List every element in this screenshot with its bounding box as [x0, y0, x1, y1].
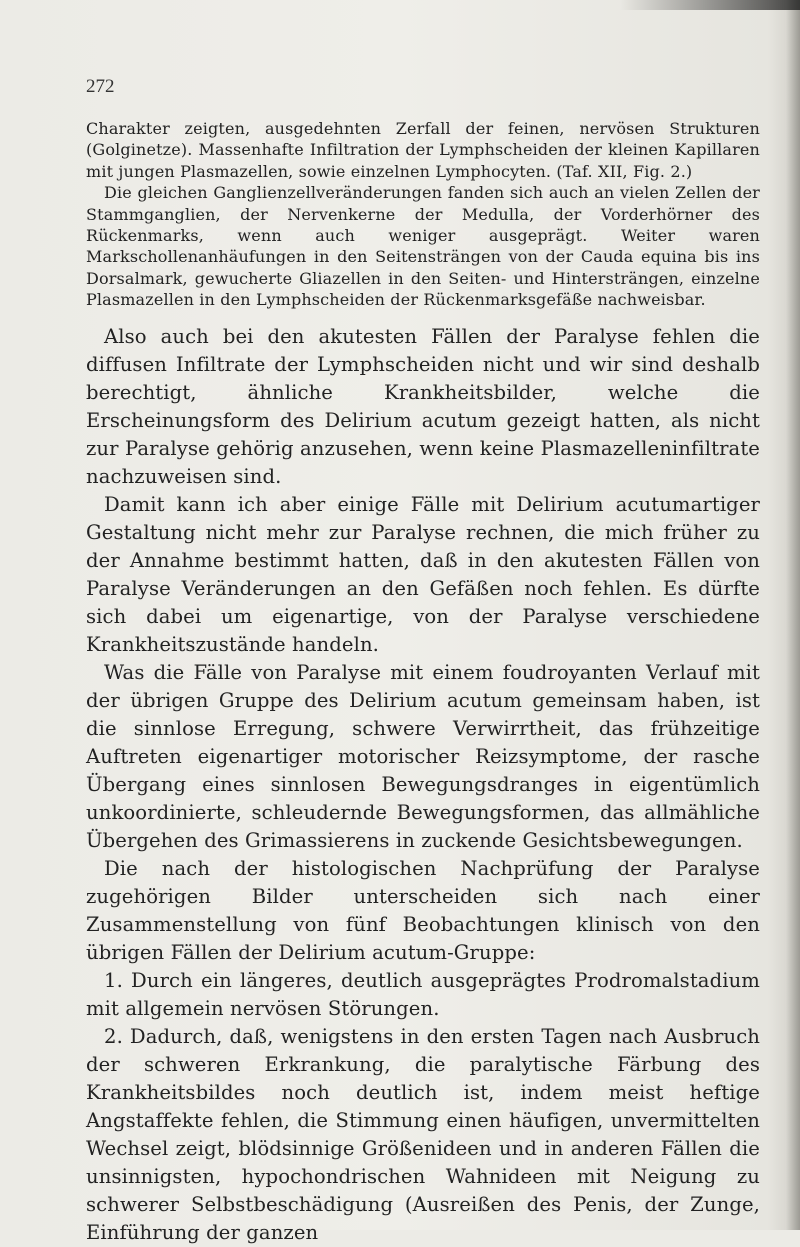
page-corner-shadow: [620, 0, 800, 10]
page-edge-shadow: [786, 0, 800, 1230]
list-item: 2. Dadurch, daß, wenigstens in den ersten Tagen nach Ausbruch der schweren Erkrankung, die paralytische Färbung des Krankheitsbildes noch deutlich ist, indem meist heftige Angstaffekte fehlen, die Stimmung einen häufigen, unvermittelten Wechsel zeigt, blödsinnige Größenideen und in anderen Fällen die unsinnigsten, hypochondrischen Wahnideen mit Neigung zu schwerer Selbstbeschädigung (Ausreißen des Penis, der Zunge, Einführung der ganzen: [86, 1024, 760, 1244]
paragraph: Die nach der histologischen Nachprüfung der Paralyse zugehörigen Bilder unterscheiden sich nach einer Zusammenstellung von fünf Beobachtungen klinisch von den übrigen Fällen der Delirium acutum-Gruppe:: [86, 856, 760, 964]
body-text: [86, 118, 760, 1247]
paragraph: Also auch bei den akutesten Fällen der Paralyse fehlen die diffusen Infiltrate der Lymphscheiden nicht und wir sind deshalb berechtigt, ähnliche Krankheitsbilder, welche die Erscheinungsform des Delirium acutum gezeigt hatten, als nicht zur Paralyse gehörig anzusehen, wenn keine Plasmazelleninfiltrate nachzuweisen sind.: [86, 324, 760, 488]
paragraph: Damit kann ich aber einige Fälle mit Delirium acutumartiger Gestaltung nicht mehr zur Paralyse rechnen, die mich früher zu der Annahme bestimmt hatten, daß in den akutesten Fällen von Paralyse Veränderungen an den Gefäßen noch fehlen. Es dürfte sich dabei um eigenartige, von der Paralyse verschiedene Krankheitszustände handeln.: [86, 492, 760, 656]
spacer: [86, 311, 760, 323]
paragraph: Charakter zeigten, ausgedehnten Zerfall der feinen, nervösen Strukturen (Golginetze). Massenhafte Infiltration der Lymphscheiden der kleinen Kapillaren mit jungen Plasmazellen, sowie einzelnen Lymphocyten. (Taf. XII, Fig. 2.): [86, 119, 760, 181]
paragraph: Die gleichen Ganglienzellveränderungen fanden sich auch an vielen Zellen der Stammganglien, der Nervenkerne der Medulla, der Vorderhörner des Rückenmarks, wenn auch weniger ausgeprägt. Weiter waren Markschollenanhäufungen in den Seitensträngen von der Cauda equina bis ins Dorsalmark, gewucherte Gliazellen in den Seiten- und Hintersträngen, einzelne Plasmazellen in den Lymphscheiden der Rückenmarksgefäße nachweisbar.: [86, 183, 760, 310]
page-number: 272: [86, 76, 115, 97]
paragraph: Was die Fälle von Paralyse mit einem foudroyanten Verlauf mit der übrigen Gruppe des Delirium acutum gemeinsam haben, ist die sinnlose Erregung, schwere Verwirrtheit, das frühzeitige Auftreten eigenartiger motorischer Reizsymptome, der rasche Übergang eines sinnlosen Bewegungsdranges in eigentümlich unkoordinierte, schleudernde Bewegungsformen, das allmähliche Übergehen des Grimassierens in zuckende Gesichtsbewegungen.: [86, 660, 760, 852]
list-item: 1. Durch ein längeres, deutlich ausgeprägtes Prodromalstadium mit allgemein nervösen Störungen.: [86, 968, 760, 1020]
